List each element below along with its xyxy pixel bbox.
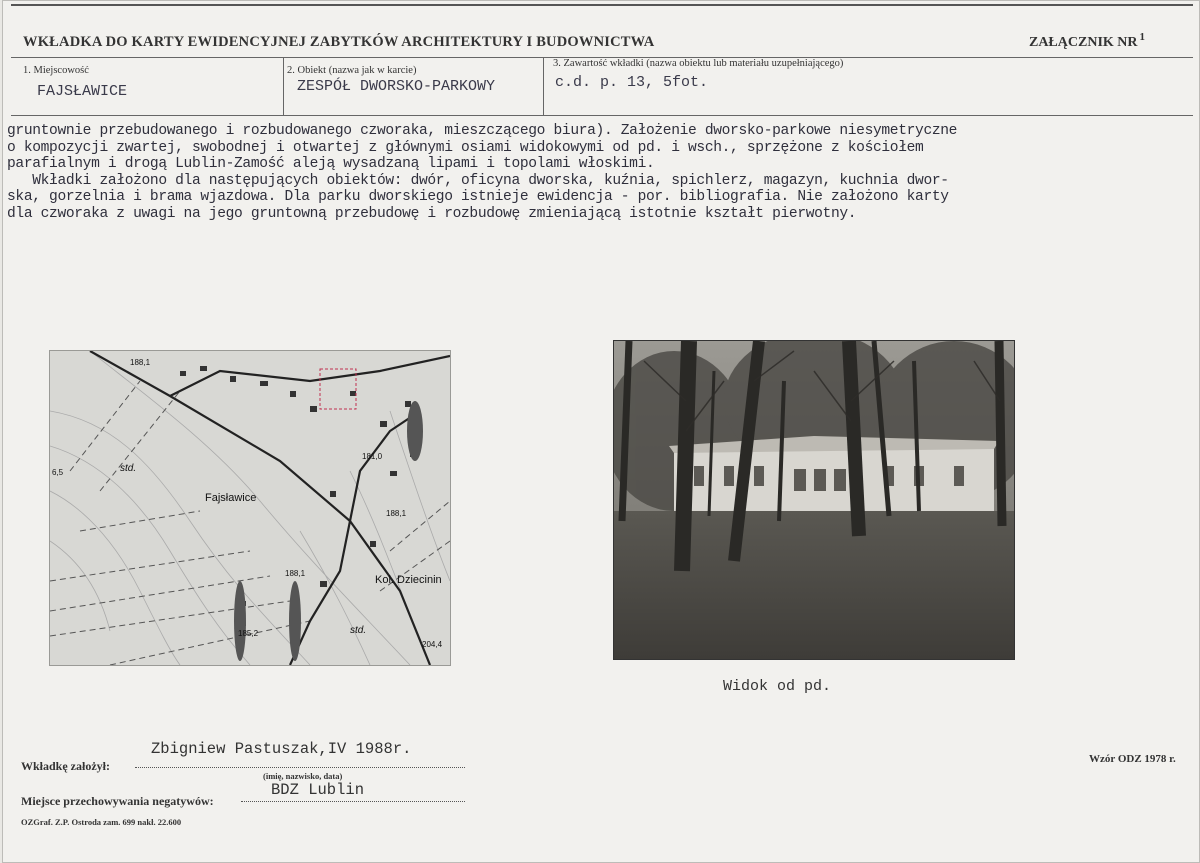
topographic-map xyxy=(49,350,451,666)
negatives-value: BDZ Lublin xyxy=(271,781,365,799)
founder-label: Wkładkę założył: xyxy=(21,759,110,773)
fields-bottom-rule xyxy=(11,115,1193,116)
annex-number: 1 xyxy=(1139,31,1145,43)
map-elev-2: 181,0 xyxy=(362,452,383,461)
contents-value: c.d. p. 13, 5fot. xyxy=(555,74,709,91)
map-elev-7: 6,5 xyxy=(52,468,64,477)
negatives-label: Miejsce przechowywania negatywów: xyxy=(21,794,214,808)
manor-photograph xyxy=(613,340,1015,660)
founder-hint: (imię, nazwisko, data) xyxy=(263,771,343,781)
locality-value: FAJSŁAWICE xyxy=(37,83,128,100)
text-line-3: parafialnym i drogą Lublin-Zamość aleją wysadzaną lipami i topolami włoskimi. xyxy=(7,156,655,172)
map-elev-1: 188,1 xyxy=(130,358,151,367)
map-elev-5: 204,4 xyxy=(422,640,443,649)
text-line-1: gruntownie przebudowanego i rozbudowanego czworaka, mieszczącego biura). Założenie dworsko-parkowe niesymetryczne xyxy=(7,123,958,139)
map-elev-3: 188,1 xyxy=(285,569,306,578)
top-border xyxy=(11,4,1193,6)
map-drawing xyxy=(50,351,450,665)
map-label-std-1: std. xyxy=(120,463,137,474)
text-line-5: ska, gorzelnia i brama wjazdowa. Dla parku dworskiego istnieje ewidencja - por. bibliografia. Nie założono karty xyxy=(7,189,949,205)
annex-label xyxy=(1029,31,1145,51)
negatives-dotline xyxy=(241,801,465,802)
map-label-colony: Kol. Dziecinin xyxy=(375,574,442,586)
object-label: 2. Obiekt (nazwa jak w karcie) xyxy=(287,65,417,76)
field-divider-1 xyxy=(283,57,284,115)
annex-label-text: ZAŁĄCZNIK NR xyxy=(1028,35,1138,50)
text-line-4: Wkładki założono dla następujących obiektów: dwór, oficyna dworska, kuźnia, spichlerz, magazyn, kuchnia dwor- xyxy=(7,172,949,189)
locality-label: 1. Miejscowość xyxy=(23,65,89,76)
manor-building xyxy=(669,436,999,511)
sheet-title: WKŁADKA DO KARTY EWIDENCYJNEJ ZABYTKÓW ARCHITEKTURY I BUDOWNICTWA xyxy=(23,34,655,50)
text-line-6: dla czworaka z uwagi na jego gruntowną przebudowę i rozbudowę zmieniającą istotnie kształt pierwotny. xyxy=(7,205,857,222)
map-elev-4: 185,2 xyxy=(238,629,259,638)
founder-value: Zbigniew Pastuszak,IV 1988r. xyxy=(151,740,412,758)
contents-label: 3. Zawartość wkładki (nazwa obiektu lub materiału uzupełniającego) xyxy=(553,58,844,69)
template-note: Wzór ODZ 1978 r. xyxy=(1089,753,1176,765)
map-label-std-2: std. xyxy=(350,625,367,636)
map-label-town: Fajsławice xyxy=(205,492,257,504)
photo-drawing xyxy=(614,341,1014,659)
founder-dotline xyxy=(135,767,465,768)
description-text xyxy=(7,123,1193,222)
print-note: OZGraf. Z.P. Ostroda zam. 699 nakł. 22.600 xyxy=(21,817,182,827)
photo-caption: Widok od pd. xyxy=(723,678,832,695)
text-line-2: o kompozycji zwartej, swobodnej i otwartej z głównymi osiami widokowymi od pd. i wsch., sprzężone z kościołem xyxy=(7,139,924,156)
field-divider-2 xyxy=(543,57,544,115)
map-elev-6: 188,1 xyxy=(386,509,407,518)
inventory-sheet xyxy=(2,0,1200,863)
object-value: ZESPÓŁ DWORSKO-PARKOWY xyxy=(297,78,496,95)
